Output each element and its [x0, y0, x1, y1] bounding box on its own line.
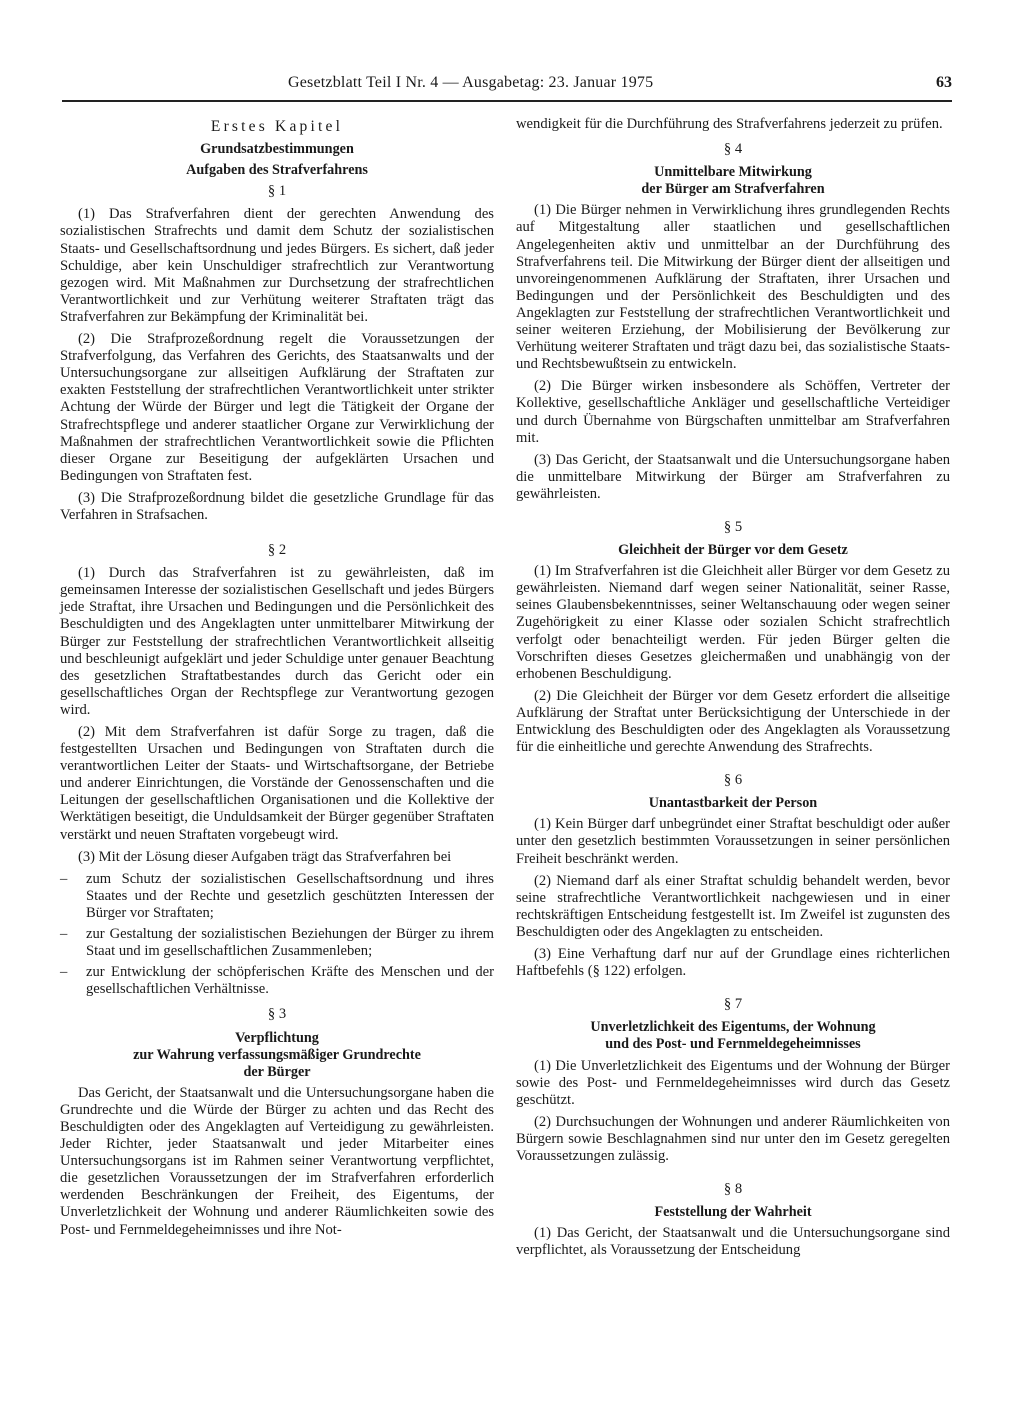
s1-paragraph-2: (2) Die Strafprozeßordnung regelt die Voraussetzungen der Strafverfolgung, das Verfahren des Gerichts, des Staatsanwalts und der Untersuchungsorgane zur allseitigen Aufklärung der Straftaten zur exakten Feststellung der strafrechtlichen Verantwortlichkeit unter strikter Achtung der Würde der Bürger und legt die Tätigkeit der Organe der Strafrechtspflege und anderer staatlicher Organe zur Verwirklichung der Maßnahmen der strafrechtlichen Verantwortlichkeit sowie die Pflichten dieser Organe zur Beseitigung der aufgeklärten Ursachen und Bedingungen von Straftaten fest. — [60, 331, 494, 484]
s5-heading: Gleichheit der Bürger vor dem Gesetz — [618, 542, 848, 559]
list-item: – zur Gestaltung der sozialistischen Beziehungen der Bürger zu ihrem Staat und im gesellschaftlichen Zusammenleben; — [60, 926, 494, 960]
heading-grundsatzbestimmungen: Grundsatzbestimmungen — [200, 141, 354, 158]
s7-paragraph-2: (2) Durchsuchungen der Wohnungen und anderer Räumlichkeiten von Bürgern sowie Beschlagnahmen sind nur unter den im Gesetz geregelten Voraussetzungen zulässig. — [516, 1113, 950, 1164]
s7-heading-line-2: und des Post- und Fernmeldegeheimnisses — [605, 1036, 861, 1053]
s2-paragraph-3: (3) Mit der Lösung dieser Aufgaben trägt das Strafverfahren bei — [78, 848, 452, 865]
s4-paragraph-3: (3) Das Gericht, der Staatsanwalt und die Untersuchungsorgane haben die unmittelbare Mitwirkung der Bürger am Strafverfahren zu gewährleisten. — [516, 451, 950, 502]
s8-heading: Feststellung der Wahrheit — [654, 1204, 812, 1221]
s6-paragraph-1: (1) Kein Bürger darf unbegründet einer Straftat beschuldigt oder außer unter den gesetzlich bestimmten Voraussetzungen in seiner persönlichen Freiheit beschränkt werden. — [516, 816, 950, 867]
s4-heading-line-1: Unmittelbare Mitwirkung — [654, 164, 812, 181]
section-label-6: § 6 — [723, 772, 743, 789]
s6-paragraph-3: (3) Eine Verhaftung darf nur auf der Grundlage eines richterlichen Haftbefehls (§ 122) erfolgen. — [516, 946, 950, 980]
running-title: Gesetzblatt Teil I Nr. 4 — Ausgabetag: 23. Januar 1975 — [288, 74, 654, 91]
s2-paragraph-2: (2) Mit dem Strafverfahren ist dafür Sorge zu tragen, daß die festgestellten Ursachen und Bedingungen von Straftaten durch die verantwortlichen Leiter der Staats- und Wirtschaftsorgane, der Betriebe und anderer Einrichtungen, die Vorstände der Genossenschaften und die Leitungen der gesellschaftlichen Organisationen und die Kollektive der Werktätigen beseitigt, die Unduldsamkeit der Bürger gegenüber Straftaten verstärkt und neuen Straftaten vorgebeugt wird. — [60, 724, 494, 843]
page-number: 63 — [936, 74, 952, 91]
list-item: – zur Entwicklung der schöpferischen Kräfte des Menschen und der gesellschaftlichen Verhältnisse. — [60, 964, 494, 998]
list-item: – zum Schutz der sozialistischen Gesellschaftsordnung und ihres Staates und der Rechte und gesetzlich geschützten Interessen der Bürger vor Straftaten; — [60, 871, 494, 922]
section-label-3: § 3 — [267, 1006, 287, 1023]
s5-paragraph-2: (2) Die Gleichheit der Bürger vor dem Gesetz erfordert die allseitige Aufklärung der Straftat unter Berücksichtigung der Unterschiede in der Entwicklung des Beschuldigten oder des Angeklagten als Voraussetzung für die einheitliche und gerechte Anwendung des Strafrechts. — [516, 687, 950, 756]
chapter-title: Erstes Kapitel — [210, 118, 344, 135]
section-label-1: § 1 — [267, 183, 287, 200]
section-label-7: § 7 — [723, 996, 743, 1013]
s7-heading-line-1: Unverletzlichkeit des Eigentums, der Wohnung — [590, 1019, 876, 1036]
s6-heading: Unantastbarkeit der Person — [648, 795, 818, 812]
s1-paragraph-1: (1) Das Strafverfahren dient der gerechten Anwendung des sozialistischen Strafrechts und damit dem Schutz der sozialistischen Staats- und Gesellschaftsordnung und jedes Bürgers. Es sichert, daß jeder Schuldige, aber kein Unschuldiger strafrechtlich zur Verantwortung gezogen wird. Mit Maßnahmen zur Durchsetzung der strafrechtlichen Verantwortlichkeit und zur Verhütung weiterer Straftaten trägt das Strafverfahren zur Bekämpfung der Kriminalität bei. — [60, 206, 494, 325]
s2-paragraph-1: (1) Durch das Strafverfahren ist zu gewährleisten, daß im gemeinsamen Interesse der sozialistischen Gesellschaft und jedes Bürgers jede Straftat, ihre Ursachen und Bedingungen und die Persönlichkeit des Beschuldigten und des Angeklagten unter unmittelbarer Mitwirkung der Bürger zur Feststellung der strafrechtlichen Verantwortlichkeit allseitig und beschleunigt aufgeklärt und jeder Schuldige unter genauer Beachtung des gesetzlichen Straftatbestandes durch das Gericht oder ein gesellschaftliches Organ der Rechtspflege zur Verantwortung gezogen wird. — [60, 565, 494, 718]
s3-heading-line-3: der Bürger — [243, 1063, 311, 1080]
s2-list — [60, 871, 494, 999]
section-label-2: § 2 — [267, 542, 287, 559]
s3-paragraph-1: Das Gericht, der Staatsanwalt und die Untersuchungsorgane haben die Grundrechte und die Würde der Bürger zu achten und das Recht des Beschuldigten oder des Angeklagten auf Verteidigung zu gewährleisten. Jeder Richter, jeder Staatsanwalt und jeder Mitarbeiter eines Untersuchungsorgans ist im Rahmen seiner Verantwortung verpflichtet, die gesetzlichen Voraussetzungen der im Strafverfahren erforderlich werdenden Beschränkungen der Freiheit, des Eigentums, der Unverletzlichkeit der Wohnung und anderer Räumlichkeiten sowie des Post- und Fernmeldegeheimnisses und ihre Not- — [60, 1084, 494, 1238]
heading-aufgaben: Aufgaben des Strafverfahrens — [186, 162, 368, 179]
section-label-5: § 5 — [723, 518, 743, 535]
s7-paragraph-1: (1) Die Unverletzlichkeit des Eigentums und der Wohnung der Bürger sowie des Post- und Fernmeldegeheimnisses wird durch das Gesetz geschützt. — [516, 1057, 950, 1108]
s5-paragraph-1: (1) Im Strafverfahren ist die Gleichheit aller Bürger vor dem Gesetz zu gewährleisten. Niemand darf wegen seiner Nationalität, seiner Rasse, seines Glaubensbekenntnisses, seiner Weltanschauung oder wegen seiner Zugehörigkeit zu einer Klasse oder sozialen Schicht strafrechtlich verfolgt oder benachteiligt werden. Für jeden Bürger gelten die Vorschriften dieses Gesetzes gleichermaßen und unabhängig von der erhobenen Beschuldigung. — [516, 563, 950, 682]
section-label-8: § 8 — [723, 1181, 743, 1198]
s6-paragraph-2: (2) Niemand darf als einer Straftat schuldig behandelt werden, bevor seine strafrechtliche Verantwortlichkeit nachgewiesen und in einer rechtskräftigen Entscheidung festgestellt ist. Im Zweifel ist zugunsten des Beschuldigten oder des Angeklagten zu entscheiden. — [516, 872, 950, 940]
right-column — [516, 118, 950, 1264]
page-header — [62, 74, 952, 102]
s1-paragraph-3: (3) Die Strafprozeßordnung bildet die gesetzliche Grundlage für das Verfahren in Strafsachen. — [60, 489, 494, 523]
s3-heading-line-1: Verpflichtung — [235, 1029, 319, 1046]
left-column — [60, 118, 494, 1244]
continued-text: wendigkeit für die Durchführung des Strafverfahrens jederzeit zu prüfen. — [516, 116, 943, 132]
section-label-4: § 4 — [723, 141, 743, 158]
s8-paragraph-1: (1) Das Gericht, der Staatsanwalt und die Untersuchungsorgane sind verpflichtet, als Voraussetzung der Entscheidung — [516, 1225, 950, 1259]
s3-heading-line-2: zur Wahrung verfassungsmäßiger Grundrechte — [133, 1046, 421, 1063]
s4-paragraph-2: (2) Die Bürger wirken insbesondere als Schöffen, Vertreter der Kollektive, gesellschaftliche Ankläger und gesellschaftliche Verteidiger und durch Übernahme von Bürgschaften unmittelbar am Strafverfahren mit. — [516, 378, 950, 446]
s4-paragraph-1: (1) Die Bürger nehmen in Verwirklichung ihres grundlegenden Rechts auf Mitgestaltung aller staatlichen und gesellschaftlichen Angelegenheiten aktiv und unmittelbar an der Durchführung des Strafverfahrens teil. Die Mitwirkung der Bürger dient der allseitigen und unvoreingenommenen Aufklärung der Straftaten, ihrer Ursachen und Bedingungen und der Persönlichkeit des Beschuldigten und des Angeklagten zur Feststellung der strafrechtlichen Verantwortlichkeit und seiner weiteren Erziehung, der Mobilisierung der Bevölkerung zur Verhütung weiterer Straftaten und trägt dazu bei, das sozialistische Staats- und Rechtsbewußtsein zu entwickeln. — [516, 202, 950, 373]
s4-heading-line-2: der Bürger am Strafverfahren — [641, 181, 825, 198]
